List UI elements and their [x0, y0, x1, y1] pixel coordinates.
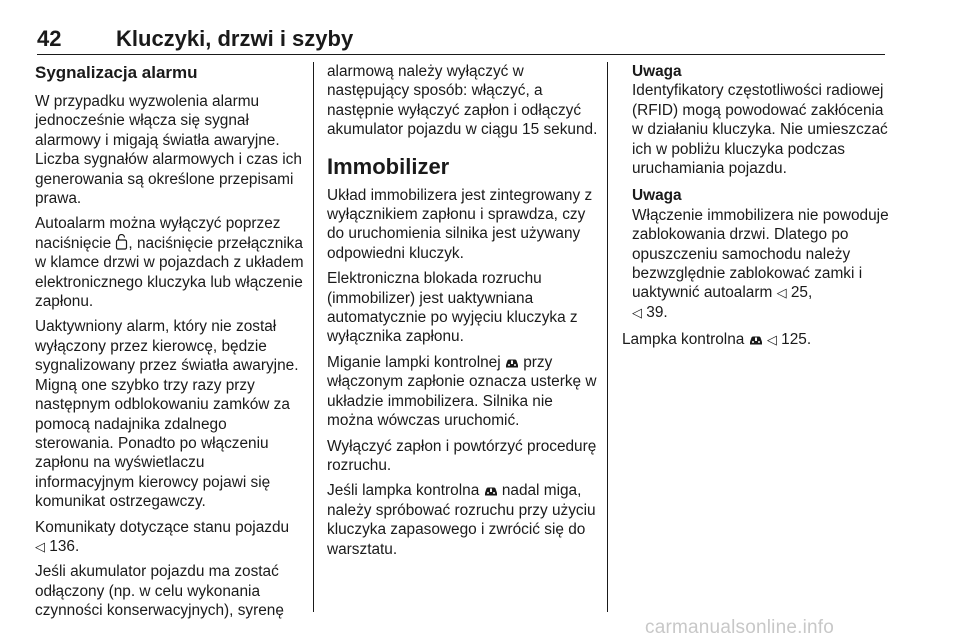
section-heading-alarm: Sygnalizacja alarmu [35, 63, 198, 82]
reference-arrow-icon: ◁ [776, 285, 787, 301]
note-box [622, 186, 892, 322]
note-box [622, 62, 892, 178]
column-divider [313, 62, 314, 612]
paragraph: Komunikaty dotyczące stanu pojazdu ◁ 136. [35, 518, 290, 555]
paragraph: Jeśli lampka kontrolna nadal miga, należy spróbować rozruchu przy użyciu kluczyka zapasowego i zwrócić się do warsztatu. [327, 482, 596, 558]
reference-arrow-icon: ◁ [35, 538, 45, 554]
paragraph: Jeśli akumulator pojazdu ma zostać odłączony (np. w celu wykonania czynności konserwacyjnych), syrenę [35, 563, 284, 620]
key-fob-unlock-icon [115, 234, 128, 253]
reference-arrow-icon: ◁ [766, 332, 777, 348]
note-title: Uwaga [632, 187, 682, 205]
paragraph: Elektroniczna blokada rozruchu (immobilizer) jest uaktywniana automatycznie po wyjęciu kluczyka z wyłącznika zapłonu. [327, 270, 578, 346]
immobilizer-lamp-icon [505, 353, 519, 372]
watermark: carmanualsonline.info [645, 617, 835, 638]
paragraph: W przypadku wyzwolenia alarmu jednocześnie włącza się sygnał alarmowy i migają światła awaryjne. Liczba sygnałów alarmowych i czas ich generowania są określone przepisami prawa. [35, 93, 302, 208]
page-reference[interactable]: 25, [786, 284, 813, 302]
paragraph: Wyłączyć zapłon i powtórzyć procedurę rozruchu. [327, 437, 597, 474]
page-reference[interactable]: 136. [45, 537, 80, 555]
page-header [37, 20, 885, 55]
column-middle [327, 62, 599, 565]
paragraph: Układ immobilizera jest zintegrowany z wyłącznikiem zapłonu i sprawdza, czy do uruchomienia silnika jest używany odpowiedni kluczyk. [327, 186, 593, 262]
note-body: Identyfikatory częstotliwości radiowej (RFID) mogą powodować zakłócenia w działaniu kluczyka. Nie umieszczać ich w pobliżu kluczyka podczas uruchamiania pojazdu. [632, 82, 888, 178]
column-right [622, 62, 892, 356]
paragraph: alarmową należy wyłączyć w następujący sposób: włączyć, a następnie wyłączyć zapłon i odłączyć akumulator pojazdu w ciągu 15 sekund. [327, 63, 598, 139]
note-body: Włączenie immobilizera nie powoduje zablokowania drzwi. Dlatego po opuszczeniu samochodu należy bezwzględnie zablokować zamki i uaktywnić autoalarm ◁ 25, ◁ 39. [632, 206, 889, 321]
paragraph: Autoalarm można wyłączyć poprzez naciśnięcie , naciśnięcie przełącznika w klamce drzwi w pojazdach z układem elektronicznego kluczyka lub włączenie zapłonu. [35, 215, 304, 311]
column-left [35, 62, 305, 627]
page-number: 42 [37, 26, 62, 51]
immobilizer-lamp-icon [749, 330, 763, 349]
chapter-title: Kluczyki, drzwi i szyby [116, 26, 354, 51]
paragraph: Uaktywniony alarm, który nie został wyłączony przez kierowcę, będzie sygnalizowany przez światła awaryjne. Migną one szybko trzy razy przy następnym odblokowaniu zamków za pomocą nadajnika zdalnego sterowania. Ponadto po włączeniu zapłonu na wyświetlaczu informacyjnym kierowcy pojawi się komunikat ostrzegawczy. [35, 318, 299, 511]
paragraph: Lampka kontrolna ◁ 125. [622, 331, 812, 349]
paragraph: Miganie lampki kontrolnej przy włączonym zapłonie oznacza usterkę w układzie immobilizera. Silnika nie można wówczas uruchomić. [327, 353, 597, 430]
column-divider [607, 62, 608, 612]
immobilizer-lamp-icon [484, 481, 498, 500]
page-reference[interactable]: 125. [776, 331, 812, 349]
note-title: Uwaga [632, 63, 682, 80]
reference-arrow-icon: ◁ [632, 304, 642, 320]
section-heading-immobilizer: Immobilizer [327, 153, 450, 179]
page-reference[interactable]: 39. [642, 303, 668, 321]
